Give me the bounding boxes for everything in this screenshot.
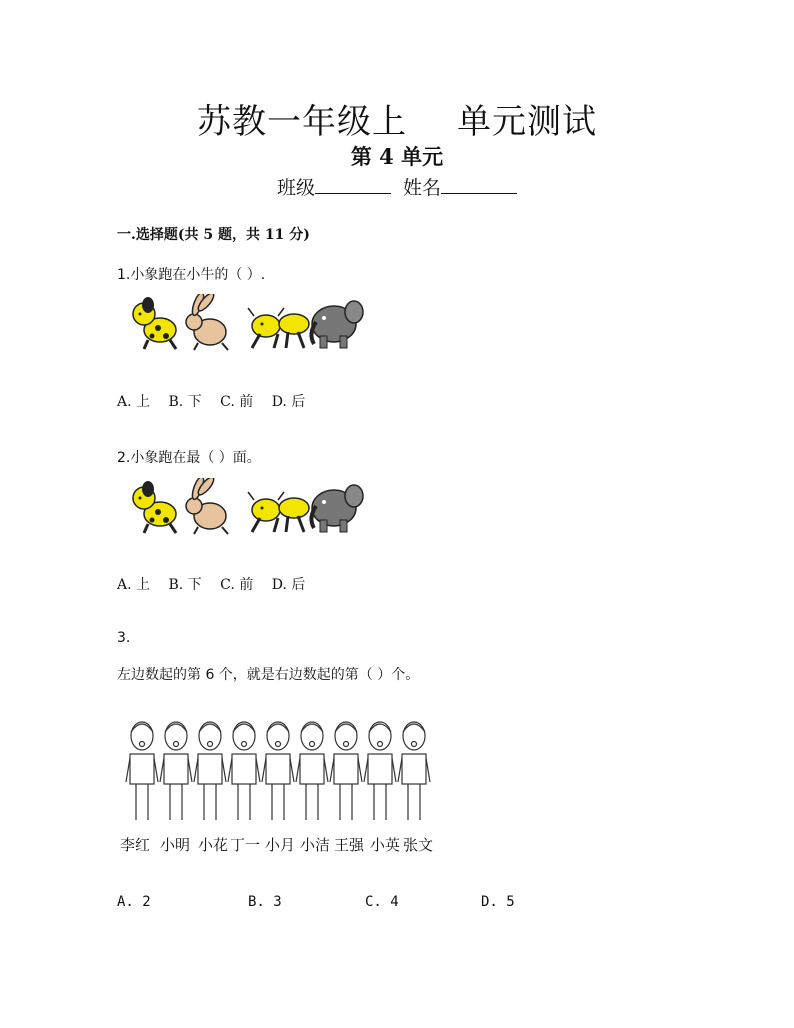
question-2-animals	[128, 478, 364, 536]
q1-option-a[interactable]: A. 上	[117, 394, 151, 410]
class-label: 班级	[276, 177, 315, 199]
q3-option-b[interactable]: B. 3	[248, 894, 282, 910]
title-right: 单元测试	[457, 102, 597, 142]
child-figure	[160, 722, 192, 820]
question-1-text: 1.小象跑在小牛的（ ）.	[117, 267, 266, 283]
unit-subtitle: 第 4 单元	[350, 144, 444, 169]
elephant-icon	[311, 301, 363, 348]
q3-option-a[interactable]: A. 2	[117, 894, 151, 910]
question-2-options	[117, 574, 319, 594]
title-left: 苏教一年级上	[197, 102, 407, 142]
child-figure	[398, 722, 430, 820]
name-blank[interactable]	[441, 175, 517, 194]
question-2-text: 2.小象跑在最（ ）面。	[117, 450, 261, 466]
child-figure	[364, 722, 396, 820]
child-name: 丁一	[230, 836, 261, 854]
child-figure	[126, 722, 158, 820]
rabbit-icon	[186, 478, 228, 534]
q3-option-c[interactable]: C. 4	[365, 894, 399, 910]
child-name: 李红	[120, 836, 151, 854]
q2-option-a[interactable]: A. 上	[117, 577, 151, 593]
elephant-icon	[311, 485, 363, 532]
child-name: 小月	[265, 836, 296, 854]
page-title	[0, 94, 794, 143]
q2-option-b[interactable]: B. 下	[168, 577, 202, 593]
child-figure	[194, 722, 226, 820]
name-label: 姓名	[403, 177, 442, 199]
dog-icon	[133, 297, 176, 349]
children-figures	[126, 722, 430, 820]
child-figure	[330, 722, 362, 820]
rabbit-icon	[186, 294, 228, 350]
child-name: 小花	[198, 836, 229, 854]
question-3-text: 左边数起的第 6 个，就是右边数起的第（ ）个。	[117, 667, 420, 683]
section-heading: 一.选择题(共 5 题，共 11 分)	[117, 227, 310, 243]
child-figure	[262, 722, 294, 820]
class-name-line	[0, 173, 794, 200]
class-blank[interactable]	[315, 175, 391, 194]
dog-icon	[133, 481, 176, 533]
cow-icon	[248, 492, 309, 532]
child-name: 张文	[403, 836, 434, 854]
child-figure	[296, 722, 328, 820]
question-1-animals	[128, 294, 364, 352]
q3-option-d[interactable]: D. 5	[481, 894, 515, 910]
child-name: 王强	[334, 836, 365, 854]
q2-option-d[interactable]: D. 后	[271, 577, 306, 593]
q1-option-c[interactable]: C. 前	[220, 394, 254, 410]
question-3-number: 3.	[117, 630, 131, 646]
child-name: 小明	[160, 836, 191, 854]
q1-option-b[interactable]: B. 下	[168, 394, 202, 410]
question-1-options	[117, 391, 319, 411]
q1-option-d[interactable]: D. 后	[271, 394, 306, 410]
cow-icon	[248, 308, 309, 348]
child-name: 小英	[370, 836, 401, 854]
child-figure	[228, 722, 260, 820]
children-names	[120, 834, 440, 858]
q2-option-c[interactable]: C. 前	[220, 577, 254, 593]
child-name: 小洁	[300, 836, 331, 854]
